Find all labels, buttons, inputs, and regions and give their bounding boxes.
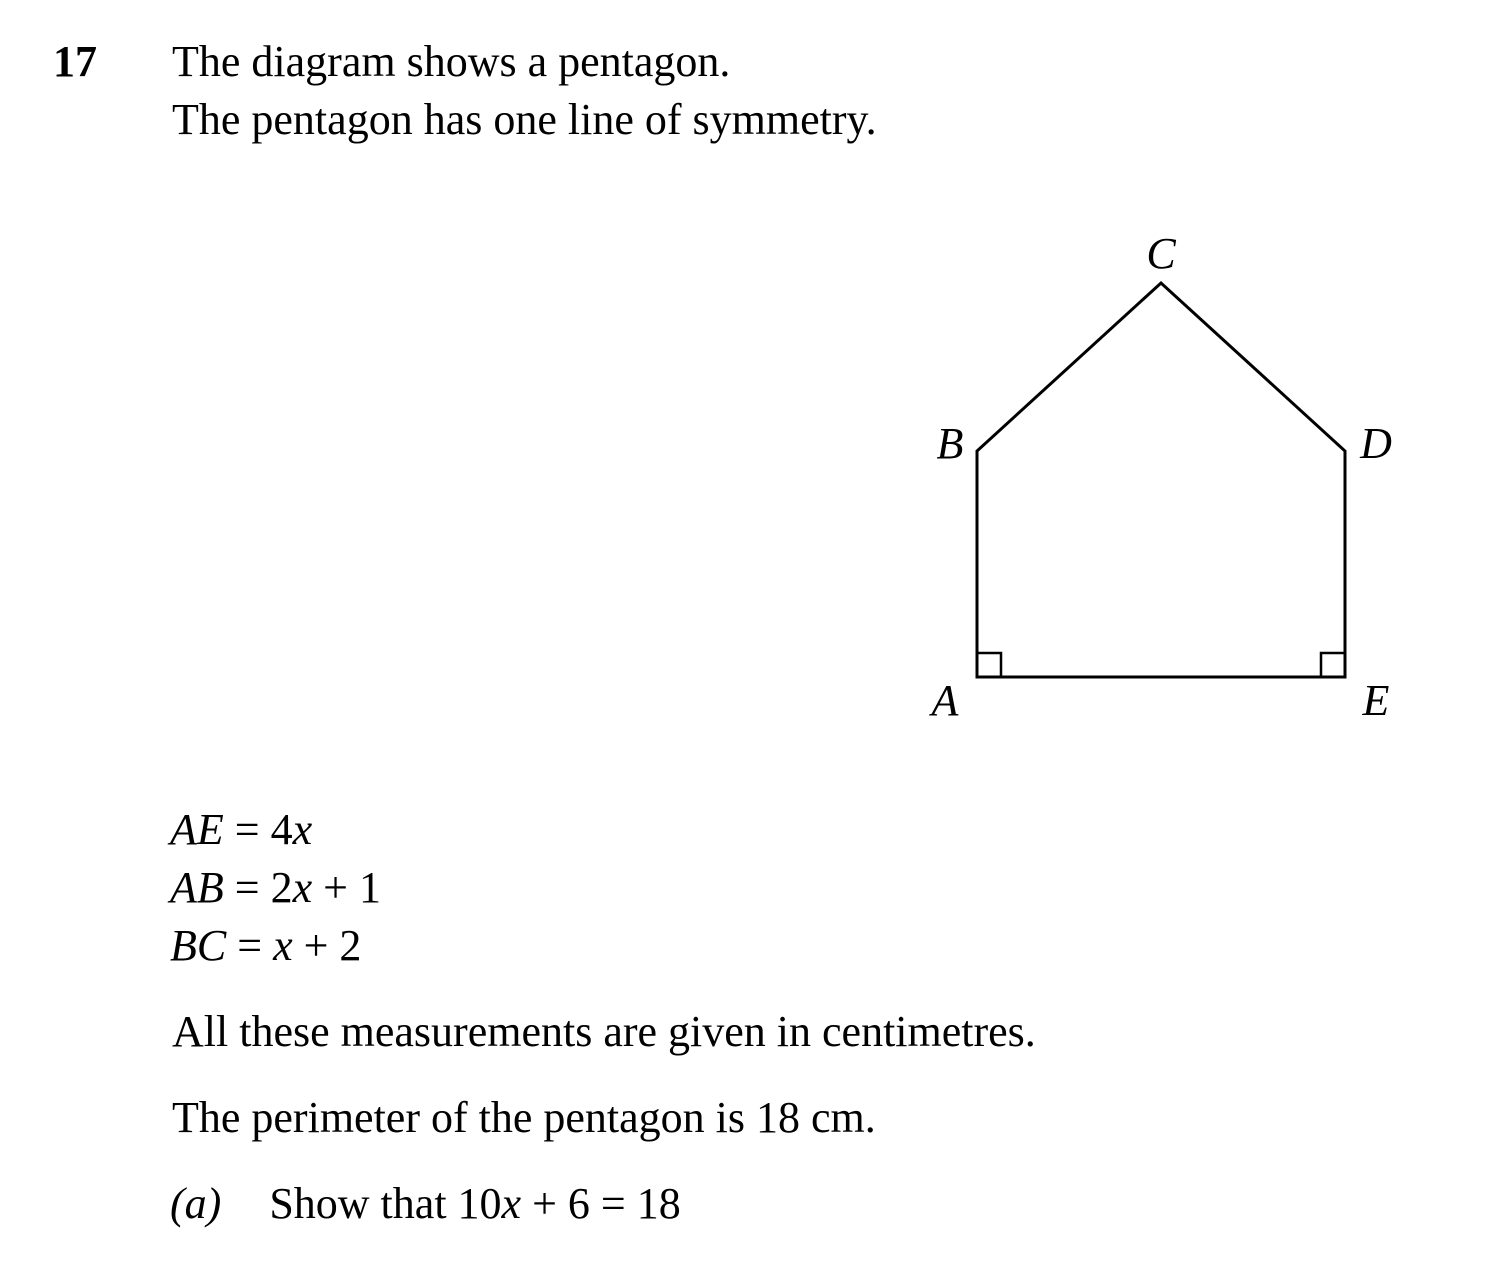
units-statement: All these measurements are given in centimetres. bbox=[172, 1007, 1036, 1056]
vertex-label-c: C bbox=[1146, 229, 1176, 278]
perimeter-statement: The perimeter of the pentagon is 18 cm. bbox=[172, 1093, 876, 1142]
measurement-rhs: 2x + 1 bbox=[270, 863, 381, 912]
right-angle-marker-a bbox=[977, 653, 1001, 677]
intro-line-2: The pentagon has one line of symmetry. bbox=[172, 95, 877, 144]
question-number: 17 bbox=[53, 37, 97, 86]
part-a-text-suffix: + 6 = 18 bbox=[521, 1179, 681, 1228]
vertex-label-d: D bbox=[1360, 419, 1392, 468]
measurement-rhs: x + 2 bbox=[273, 921, 362, 970]
measurement-ab bbox=[170, 862, 381, 914]
measurement-rhs: 4x bbox=[270, 805, 313, 854]
part-a-text-prefix: Show that 10 bbox=[269, 1179, 502, 1228]
pentagon-shape bbox=[977, 283, 1345, 677]
pentagon-svg bbox=[900, 220, 1420, 740]
part-a-label: (a) bbox=[170, 1179, 222, 1228]
right-angle-marker-e bbox=[1321, 653, 1345, 677]
measurement-lhs: AE bbox=[170, 805, 224, 854]
part-a bbox=[170, 1178, 681, 1230]
vertex-label-e: E bbox=[1362, 676, 1390, 725]
equals-sign: = bbox=[234, 863, 260, 912]
measurement-bc bbox=[170, 920, 361, 972]
part-a-variable: x bbox=[501, 1179, 522, 1228]
measurement-lhs: BC bbox=[170, 921, 227, 970]
equals-sign: = bbox=[234, 805, 260, 854]
pentagon-diagram bbox=[900, 220, 1420, 740]
measurement-lhs: AB bbox=[170, 863, 224, 912]
vertex-label-a: A bbox=[931, 676, 959, 725]
intro-line-1: The diagram shows a pentagon. bbox=[172, 37, 731, 86]
equals-sign: = bbox=[237, 921, 263, 970]
measurement-ae bbox=[170, 804, 312, 856]
vertex-label-b: B bbox=[936, 419, 964, 468]
